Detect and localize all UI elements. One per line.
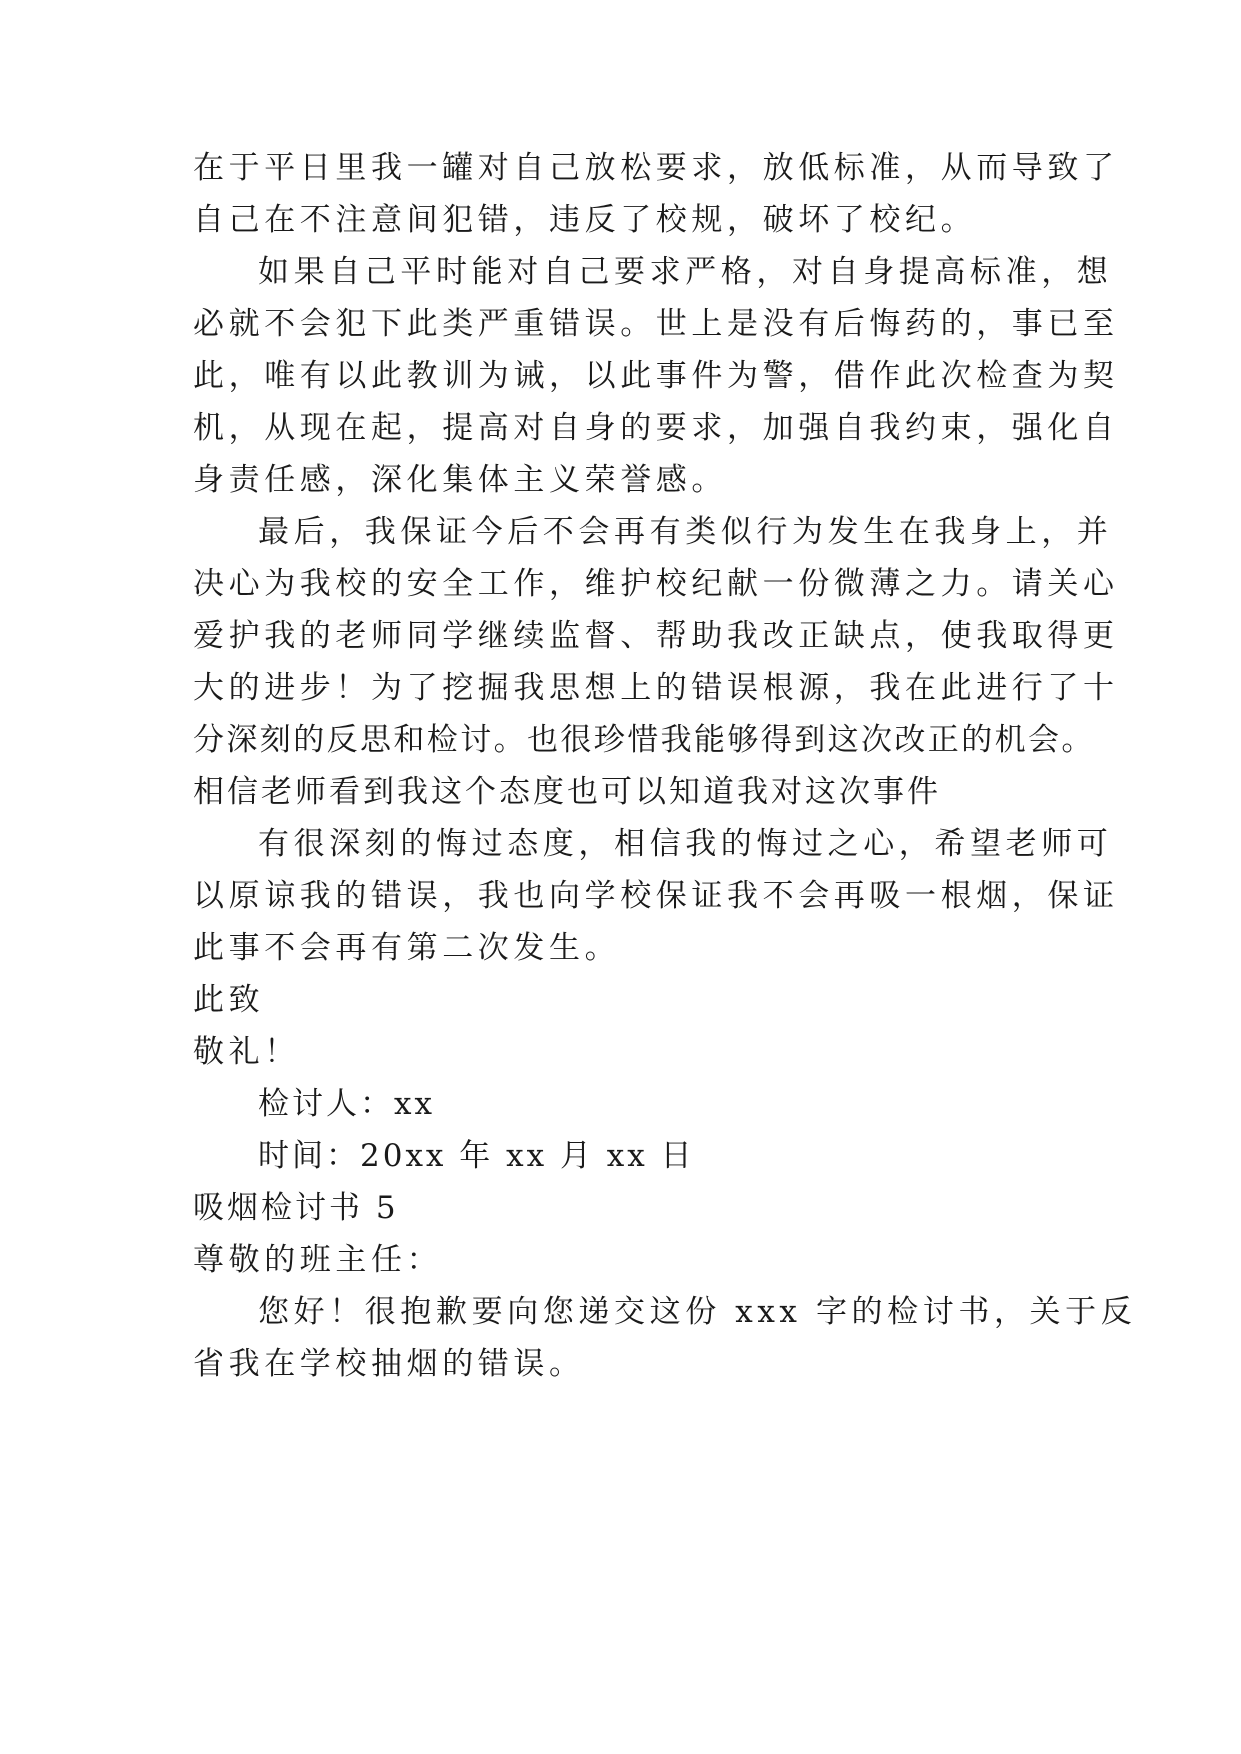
body-line: 此事不会再有第二次发生。 <box>193 930 621 966</box>
date-line: 时间：20xx 年 xx 月 xx 日 <box>258 1138 695 1174</box>
closing-salute: 敬礼！ <box>193 1034 300 1070</box>
body-line: 以原谅我的错误，我也向学校保证我不会再吸一根烟，保证 <box>193 878 1119 914</box>
body-line: 机，从现在起，提高对自身的要求，加强自我约束，强化自 <box>193 410 1119 446</box>
paragraph-line: 您好！很抱歉要向您递交这份 xxx 字的检讨书，关于反 <box>258 1294 1137 1330</box>
paragraph-line: 如果自己平时能对自己要求严格，对自身提高标准，想 <box>258 254 1113 290</box>
section-title: 吸烟检讨书 5 <box>193 1190 399 1226</box>
body-line: 大的进步！为了挖掘我思想上的错误根源，我在此进行了十 <box>193 670 1119 706</box>
salutation-line: 尊敬的班主任： <box>193 1242 443 1278</box>
body-line: 身责任感，深化集体主义荣誉感。 <box>193 462 727 498</box>
body-line: 此，唯有以此教训为诫，以此事件为警，借作此次检查为契 <box>193 358 1119 394</box>
body-line: 分深刻的反思和检讨。也很珍惜我能够得到这次改正的机会。 <box>193 722 1095 758</box>
body-line: 自己在不注意间犯错，违反了校规，破坏了校纪。 <box>193 202 977 238</box>
closing-line: 此致 <box>193 982 265 1018</box>
paragraph-line: 有很深刻的悔过态度，相信我的悔过之心，希望老师可 <box>258 826 1113 862</box>
body-line: 省我在学校抽烟的错误。 <box>193 1346 585 1382</box>
body-line: 爱护我的老师同学继续监督、帮助我改正缺点，使我取得更 <box>193 618 1119 654</box>
body-line: 在于平日里我一罐对自己放松要求，放低标准，从而导致了 <box>193 150 1119 186</box>
signature-line: 检讨人：xx <box>258 1086 435 1122</box>
body-line: 相信老师看到我这个态度也可以知道我对这次事件 <box>193 774 941 810</box>
body-line: 必就不会犯下此类严重错误。世上是没有后悔药的，事已至 <box>193 306 1119 342</box>
paragraph-line: 最后，我保证今后不会再有类似行为发生在我身上，并 <box>258 514 1113 550</box>
body-line: 决心为我校的安全工作，维护校纪献一份微薄之力。请关心 <box>193 566 1119 602</box>
